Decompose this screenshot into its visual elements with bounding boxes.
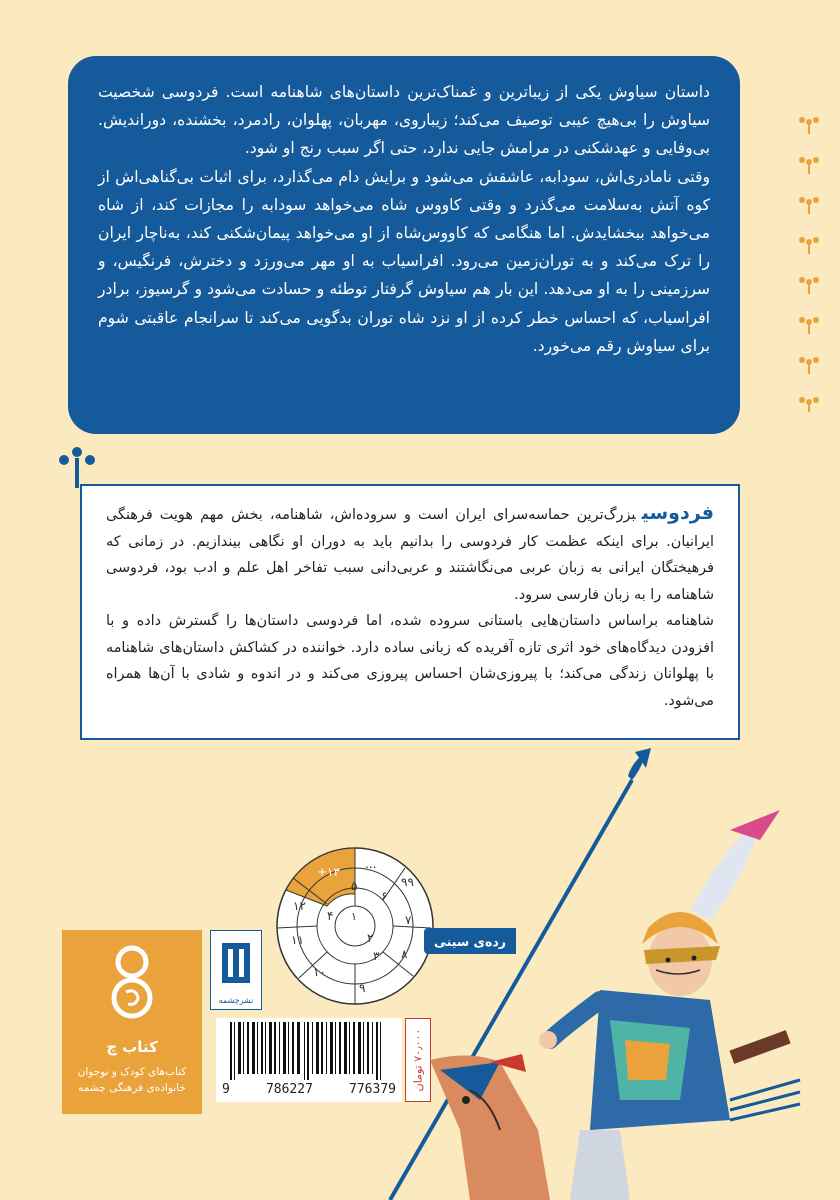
warrior-illustration [430, 800, 810, 1200]
level-cell-11: ۱۱ [291, 933, 304, 947]
price-text: ۷۰٫۰۰۰ تومان [411, 1028, 425, 1092]
isbn-barcode [216, 1018, 402, 1102]
level-cell-12: ۱۲ [293, 899, 306, 913]
imprint-swirl-icon [92, 940, 172, 1032]
barcode-digits-b: 786227 [265, 1082, 313, 1097]
ferdowsi-paragraph-2: شاهنامه براساس داستان‌هایی باستانی سروده شده، اما فردوسی داستان‌ها را گسترش داده و با افزودن دیدگاه‌های خود اثری تازه آفریده که زبانی ساده دارد. خواننده در کشاکش داستان‌های شاهنامه با پهلوانان زندگی می‌کند؛ با پیروزی‌شان احساس پیروزی می‌کند و در اندوه و شادی با آن‌ها همراه می‌شود. [106, 613, 714, 709]
level-cell-dots: ... [365, 857, 377, 871]
reading-level-badge: رده‌ی سینی [424, 928, 516, 954]
reading-level-spiral [255, 828, 435, 1008]
level-cell-1: ۱ [351, 910, 357, 923]
level-cell-6: ۶ [381, 889, 388, 903]
kids-imprint-line-1: کتاب‌های کودک و نوجوان [77, 1066, 187, 1078]
level-cell-7: ۷ [405, 913, 412, 927]
price-tag [405, 1018, 431, 1102]
cheshmeh-name: نشرچشمه [218, 996, 254, 1005]
synopsis-paragraph-1: داستان سیاوش یکی از زیباترین و غمناک‌ترین داستان‌های شاهنامه است. فردوسی شخصیت سیاوش را بی‌هیچ عیبی توصیف می‌کند؛ زیباروی، مهربان، پهلوان، رادمرد، بخشنده، دوراندیش. بی‌وفایی و عهدشکنی در مرامش جایی ندارد، حتی اگر سبب رنج او شود. [98, 83, 710, 158]
level-cell-8: ۸ [401, 947, 408, 961]
level-cell-13: +۱۳ [317, 865, 340, 879]
barcode-bars [216, 1018, 402, 1080]
barcode-digits-c: 776379 [349, 1082, 396, 1097]
synopsis-box [68, 56, 740, 434]
level-cell-4: ۴ [327, 909, 334, 923]
kids-imprint-logo [62, 930, 202, 1114]
ferdowsi-paragraph-1-text: بزرگ‌ترین حماسه‌سرای ایران است و سروده‌اش، شاهنامه، بخش مهم هویت فرهنگی ایرانیان. برای اینکه عظمت کار فردوسی را بدانیم باید به دوران او نگاهی بیندازیم. در زمانی که فرهیختگان ایرانی به زبان عربی می‌نگاشتند و عربی‌دانی سبب تفاخر اهل علم و ادب بود، فردوسی شاهنامه را به زبان فارسی سرود. [106, 507, 714, 603]
barcode-digits-a: 9 [222, 1082, 230, 1097]
level-cell-9: ۹ [359, 981, 366, 995]
level-cell-2: ۲ [367, 931, 374, 945]
kids-imprint-brand: کتاب چ [106, 1038, 158, 1056]
level-cell-5: ۵ [351, 879, 358, 893]
kids-imprint-line-2: خانواده‌ی فرهنگی چشمه [78, 1082, 186, 1094]
cheshmeh-publisher-logo [210, 930, 262, 1010]
level-cell-99: ۹۹ [401, 875, 414, 889]
side-ornament-icon [792, 112, 826, 412]
ferdowsi-paragraph-1 [106, 500, 714, 608]
cheshmeh-mark-icon [218, 937, 254, 989]
ferdowsi-title: فردوسی [641, 502, 714, 524]
blue-ornament-icon [54, 444, 100, 488]
level-cell-10: ۱۰ [313, 965, 326, 979]
level-cell-3: ۳ [373, 949, 380, 963]
synopsis-paragraph-2: وقتی نامادری‌اش، سودابه، عاشقش می‌شود و برایش دام می‌گذارد، برای اثبات بی‌گناهی‌اش از کوه آتش به‌سلامت می‌گذرد و وقتی کاووس شاه می‌خواهد سودابه را مجازات کند، از شاه می‌خواهد ببخشایدش. اما هنگامی که کاووس‌شاه از او می‌خواهد پیمان‌شکنی کند، به‌ناچار ایران را ترک می‌کند و به توران‌زمین می‌رود. افراسیاب به او مهر می‌ورزد و دخترش، فرنگیس، و سرزمینی را به او می‌دهد. این بار هم سیاوش گرفتار توطئه و حسادت می‌شود و گرسیوز، برادر افراسیاب، که احساس خطر کرده از او نزد شاه توران بدگویی می‌کند تا سرانجام عاقبتی شوم برای سیاوش رقم می‌خورد. [98, 167, 710, 355]
ferdowsi-info-box [80, 484, 740, 740]
barcode-digits [216, 1082, 402, 1097]
